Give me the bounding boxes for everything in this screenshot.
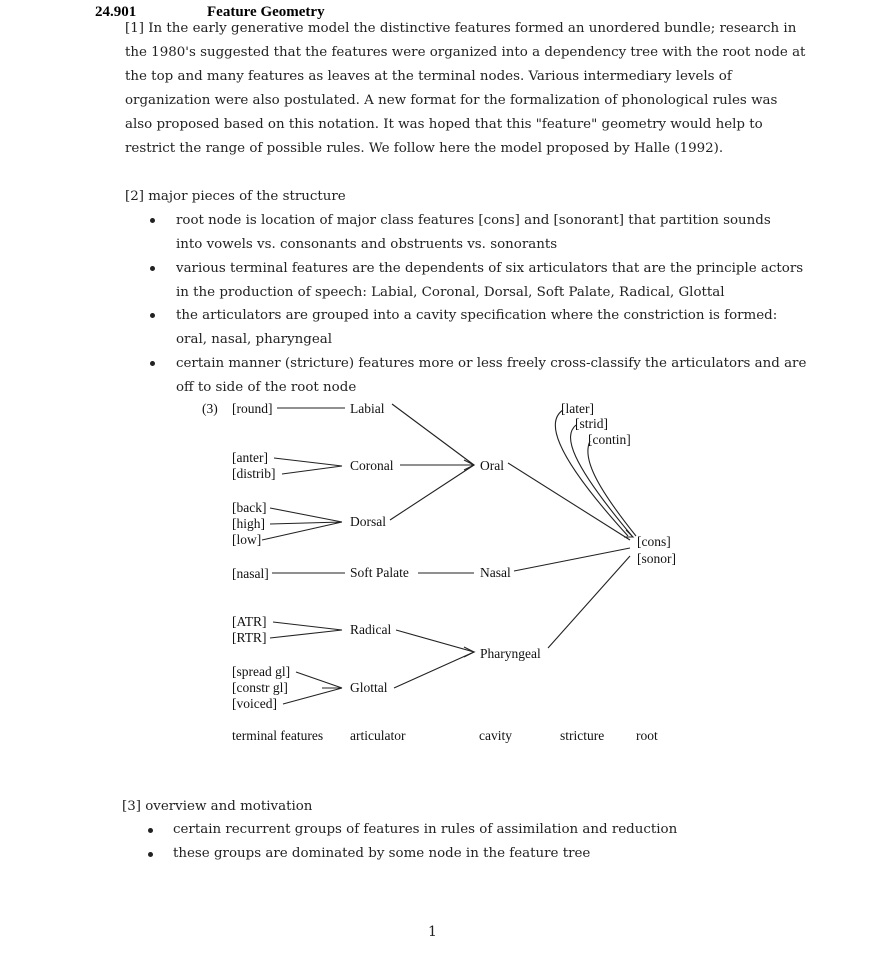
bullet-line: these groups are dominated by some node in the feature tree: [173, 846, 591, 861]
bullet-line: the articulators are grouped into a cavity specification where the constriction is formed:: [176, 308, 778, 323]
section3-bullet: [173, 818, 677, 842]
articulator-dorsal: Dorsal: [350, 514, 386, 529]
column-label-terminal: terminal features: [232, 728, 324, 743]
column-label-articulator: articulator: [350, 728, 406, 743]
section3-heading: [3] overview and motivation: [122, 799, 313, 814]
articulator-connectors: [390, 404, 474, 688]
bullet-icon: [148, 828, 153, 833]
feature-spread-gl: [spread gl]: [232, 664, 291, 679]
articulator-coronal: Coronal: [350, 458, 394, 473]
articulator-glottal: Glottal: [350, 680, 388, 695]
column-label-stricture: stricture: [560, 728, 605, 743]
cavity-pharyngeal: Pharyngeal: [480, 646, 541, 661]
bullet-line: certain recurrent groups of features in rules of assimilation and reduction: [173, 822, 678, 837]
column-label-cavity: cavity: [479, 728, 512, 743]
intro-line: also proposed based on this notation. It was hoped that this "feature" geometry would help to: [125, 117, 763, 132]
bullet-line: various terminal features are the dependents of six articulators that are the principle actors: [176, 261, 804, 276]
feature-rtr: [RTR]: [232, 630, 267, 645]
feature-anter: [anter]: [232, 450, 268, 465]
root-sonor: [sonor]: [637, 551, 676, 566]
feature-round: [round]: [232, 401, 273, 416]
feature-distrib: [distrib]: [232, 466, 276, 481]
bullet-line: in the production of speech: Labial, Coronal, Dorsal, Soft Palate, Radical, Glottal: [176, 285, 725, 300]
feature-constr-gl: [constr gl]: [232, 680, 288, 695]
cavity-oral: Oral: [480, 458, 504, 473]
cavity-connectors: [508, 463, 630, 648]
intro-line: the 1980's suggested that the features were organized into a dependency tree with the root node at: [125, 45, 806, 60]
diagram-number: (3): [202, 401, 218, 416]
page-number: 1: [428, 924, 437, 940]
bullet-line: certain manner (stricture) features more or less freely cross-classify the articulators and are: [176, 356, 807, 371]
intro-line: organization were also postulated. A new format for the formalization of phonological rules was: [125, 93, 778, 108]
bullet-line: into vowels vs. consonants and obstruents vs. sonorants: [176, 237, 558, 252]
intro-line: restrict the range of possible rules. We follow here the model proposed by Halle (1992).: [125, 141, 724, 156]
column-label-root: root: [636, 728, 658, 743]
cavity-nasal: Nasal: [480, 565, 511, 580]
feature-voiced: [voiced]: [232, 696, 277, 711]
section3-bullet: [173, 842, 590, 866]
intro-line: the top and many features as leaves at the terminal nodes. Various intermediary levels of: [125, 69, 732, 84]
feature-nasal: [nasal]: [232, 566, 269, 581]
articulator-soft-palate: Soft Palate: [350, 565, 409, 580]
course-number: 24.901: [95, 4, 137, 20]
feature-atr: [ATR]: [232, 614, 267, 629]
bullet-line: oral, nasal, pharyngeal: [176, 332, 333, 347]
terminal-connectors: [262, 408, 345, 704]
intro-line: [1] In the early generative model the distinctive features formed an unordered bundle; research in: [125, 21, 797, 36]
stricture-later: [later]: [561, 401, 594, 416]
bullet-icon: [148, 852, 153, 857]
articulator-labial: Labial: [350, 401, 385, 416]
feature-low: [low]: [232, 532, 262, 547]
articulator-radical: Radical: [350, 622, 392, 637]
page-title: Feature Geometry: [207, 4, 325, 20]
stricture-strid: [strid]: [575, 416, 608, 431]
feature-high: [high]: [232, 516, 265, 531]
stricture-contin: [contin]: [588, 432, 631, 447]
bullet-line: off to side of the root node: [176, 380, 357, 395]
bullet-line: root node is location of major class features [cons] and [sonorant] that partition sounds: [176, 213, 771, 228]
root-cons: [cons]: [637, 534, 671, 549]
section2-heading: [2] major pieces of the structure: [125, 189, 346, 204]
feature-back: [back]: [232, 500, 267, 515]
